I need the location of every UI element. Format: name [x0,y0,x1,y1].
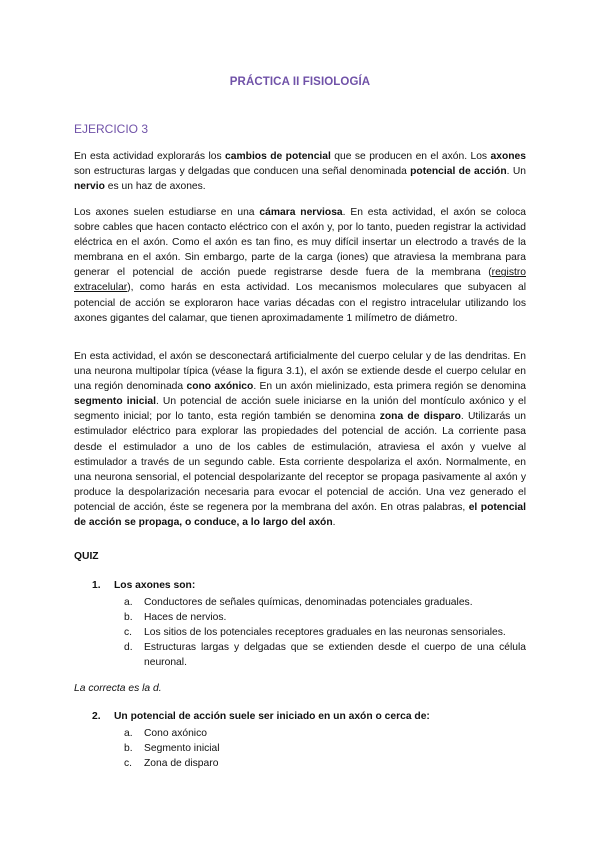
option-text: Estructuras largas y delgadas que se extienden desde el cuerpo de una célula neuronal. [144,642,526,669]
text-run: . Un [506,166,526,178]
text-run: Los axones suelen estudiarse en una [74,207,260,218]
bold-text: el potencial de acción se propaga, o conduce, a lo largo del axón [74,501,526,529]
page-title: PRÁCTICA II FISIOLOGÍA [229,76,371,88]
text-run: que se producen en el axón. Los [330,151,491,162]
bold-text: cono axónico [186,381,254,393]
underlined-text: registro extracelular [74,267,526,294]
option-item [124,595,526,610]
text-run: . [332,517,336,529]
text-run: . En un axón mielinizado, esta primera región se denomina [253,381,526,393]
paragraph-2 [74,205,526,326]
text-run: En esta actividad, el axón se desconectará artificialmente del cuerpo celular y de las dendritas. En una neurona multipolar típica (véase la figura 3.1), el axón se extiende desde el cuerpo celular en una región denominada [74,351,526,393]
option-letter: a. [124,597,133,608]
text-run: . Un potencial de acción suele iniciarse en la unión del montículo axónico y el segmento inicial; por lo tanto, esta región también se denomina [74,396,527,423]
bold-text: cámara nerviosa [259,207,343,218]
text-run: es un haz de axones. [104,181,206,193]
option-text: Haces de nervios. [144,612,227,624]
question-text: Un potencial de acción suele ser iniciado en un axón o cerca de: [114,711,430,722]
bold-text: nervio [74,181,105,193]
option-letter: a. [124,728,133,739]
option-item [124,610,526,625]
quiz-label: QUIZ [74,551,99,562]
bold-text: segmento inicial [74,396,156,408]
question-2 [92,711,526,722]
question-1-options [124,595,526,670]
text-run: . Utilizarás un estimulador eléctrico para explorar las propiedades del potencial de acción. La corriente pasa desde el estimulador a uno de los cables de estimulación, atraviesa el axón y vuelve al estimulador a través de un segundo cable. Esta corriente despolariza el axón. Normalmente, en una neurona sensorial, el potencial despolarizante del receptor se propaga pasivamente al axón y produce la despolarización necesaria para evocar el potencial de acción. Una vez generado el potencial de acción, éste se regenera por la membrana del axón. En otras palabras, [74,411,527,513]
option-text: Segmento inicial [144,743,220,755]
option-item [124,640,526,670]
question-number: 1. [92,580,101,591]
text-run: En esta actividad explorarás los [74,151,226,162]
question-1 [92,580,526,591]
bold-text: potencial de acción [410,166,507,178]
option-item [124,625,526,640]
option-text: Los sitios de los potenciales receptores graduales en las neuronas sensoriales. [144,627,506,639]
option-text: Zona de disparo [144,758,219,770]
bold-text: zona de disparo [379,411,461,423]
option-letter: b. [124,743,133,755]
option-item [124,741,526,756]
option-text: Conductores de señales químicas, denominadas potenciales graduales. [144,597,473,608]
paragraph-3 [74,349,526,530]
question-number: 2. [92,711,101,722]
text-run: . En esta actividad, el axón se coloca sobre cables que hacen contacto eléctrico con el axón y, por lo tanto, pueden registrar la actividad eléctrica en el axón. Como el axón es tan fino, es muy difícil insertar un electrodo a través de la membrana en el axón. Sin embargo, parte de la carga (iones) que atraviesa la membrana para generar el potencial de acción puede registrarse desde fuera de la membrana ( [74,207,526,279]
bold-text: cambios de potencial [225,151,331,162]
option-letter: c. [124,758,133,770]
option-letter: d. [124,642,133,654]
text-run: ), como harás en esta actividad. Los mecanismos moleculares que subyacen al potencial de acción se exploraron hace varias décadas con el registro intracelular utilizando los axones gigantes del calamar, que tienen aproximadamente 1 milímetro de diámetro. [74,282,526,324]
text-run: son estructuras largas y delgadas que conducen una señal denominada [74,166,411,178]
exercise-heading: EJERCICIO 3 [74,122,149,136]
option-item [124,756,526,771]
paragraph-1 [74,149,526,194]
option-item [124,726,526,741]
option-letter: b. [124,612,133,624]
question-text: Los axones son: [114,580,196,591]
answer-note: La correcta es la d. [74,683,162,694]
question-2-options [124,726,526,771]
option-letter: c. [124,627,133,639]
option-text: Cono axónico [144,728,207,739]
bold-text: axones [490,151,527,162]
